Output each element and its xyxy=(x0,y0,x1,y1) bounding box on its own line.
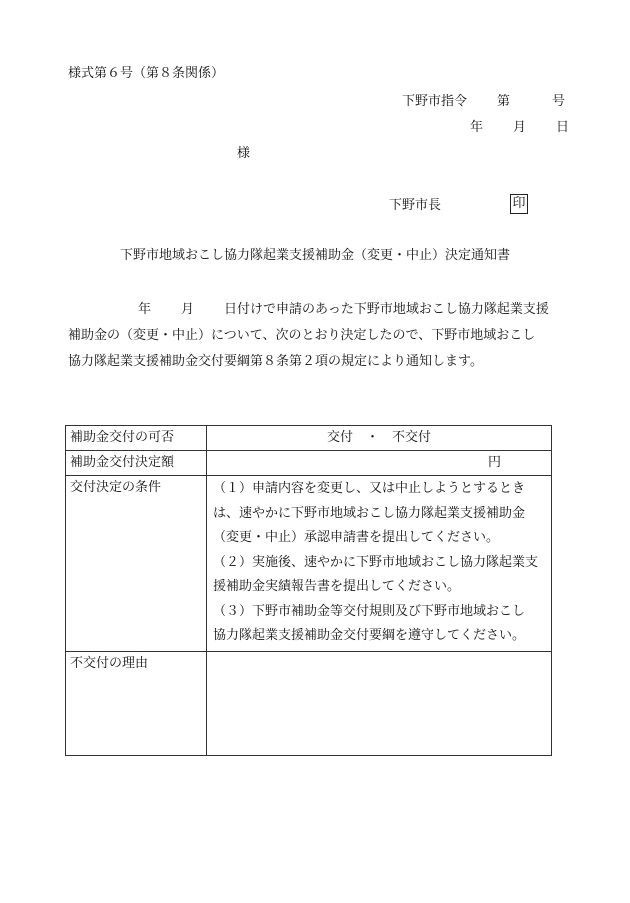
command-number-prefix: 第 xyxy=(497,94,511,109)
body-line-1-text: 日付けで申請のあった下野市地域おこし協力隊起業支援 xyxy=(224,302,549,317)
condition-line: は、速やかに下野市地域おこし協力隊起業支援補助金 xyxy=(213,505,526,521)
grant-approval-value: 交付 ・ 不交付 xyxy=(207,426,552,451)
body-line-1 xyxy=(68,297,558,323)
grant-amount-value: 円 xyxy=(207,451,552,476)
condition-line: （１）申請内容を変更し、又は中止しようとするとき xyxy=(213,481,526,496)
grant-amount-label: 補助金交付決定額 xyxy=(66,451,207,476)
date-year: 年 xyxy=(470,120,484,135)
condition-line: （３）下野市補助金等交付規則及び下野市地域おこし xyxy=(213,603,526,619)
addressee-suffix: 様 xyxy=(237,146,251,161)
mayor-name: 下野市長 xyxy=(389,198,442,213)
table-row xyxy=(66,451,552,476)
command-prefix: 下野市指令 xyxy=(402,94,468,109)
form-number-label: 様式第６号（第８条関係） xyxy=(68,66,225,81)
conditions-text xyxy=(207,476,552,652)
date-day: 日 xyxy=(556,120,570,135)
date-month: 月 xyxy=(513,120,527,135)
decision-table xyxy=(65,425,552,756)
table-row xyxy=(66,476,552,652)
seal-stamp: 印 xyxy=(510,194,528,214)
conditions-label: 交付決定の条件 xyxy=(66,476,207,652)
rejection-reason-value xyxy=(207,651,552,755)
command-number-line xyxy=(402,94,565,110)
condition-line: 協力隊起業支援補助金交付要綱を遵守してください。 xyxy=(213,628,526,643)
body-paragraph xyxy=(68,297,558,375)
rejection-reason-label: 不交付の理由 xyxy=(66,651,207,755)
body-line-2: 補助金の（変更・中止）について、次のとおり決定したので、下野市地域おこし xyxy=(68,328,536,343)
table-row xyxy=(66,651,552,755)
body-date-month: 月 xyxy=(181,302,195,317)
grant-approval-label: 補助金交付の可否 xyxy=(66,426,207,451)
body-date-year: 年 xyxy=(138,302,152,317)
issue-date-line xyxy=(470,120,569,136)
condition-line: （変更・中止）承認申請書を提出してください。 xyxy=(213,530,500,545)
condition-line: 援補助金実績報告書を提出してください。 xyxy=(213,579,461,594)
document-title: 下野市地域おこし協力隊起業支援補助金（変更・中止）決定通知書 xyxy=(119,248,510,263)
condition-line: （２）実施後、速やかに下野市地域おこし協力隊起業支 xyxy=(213,554,539,570)
body-line-3: 協力隊起業支援補助金交付要綱第８条第２項の規定により通知します。 xyxy=(68,354,483,369)
table-row xyxy=(66,426,552,451)
command-number-suffix: 号 xyxy=(552,94,566,109)
